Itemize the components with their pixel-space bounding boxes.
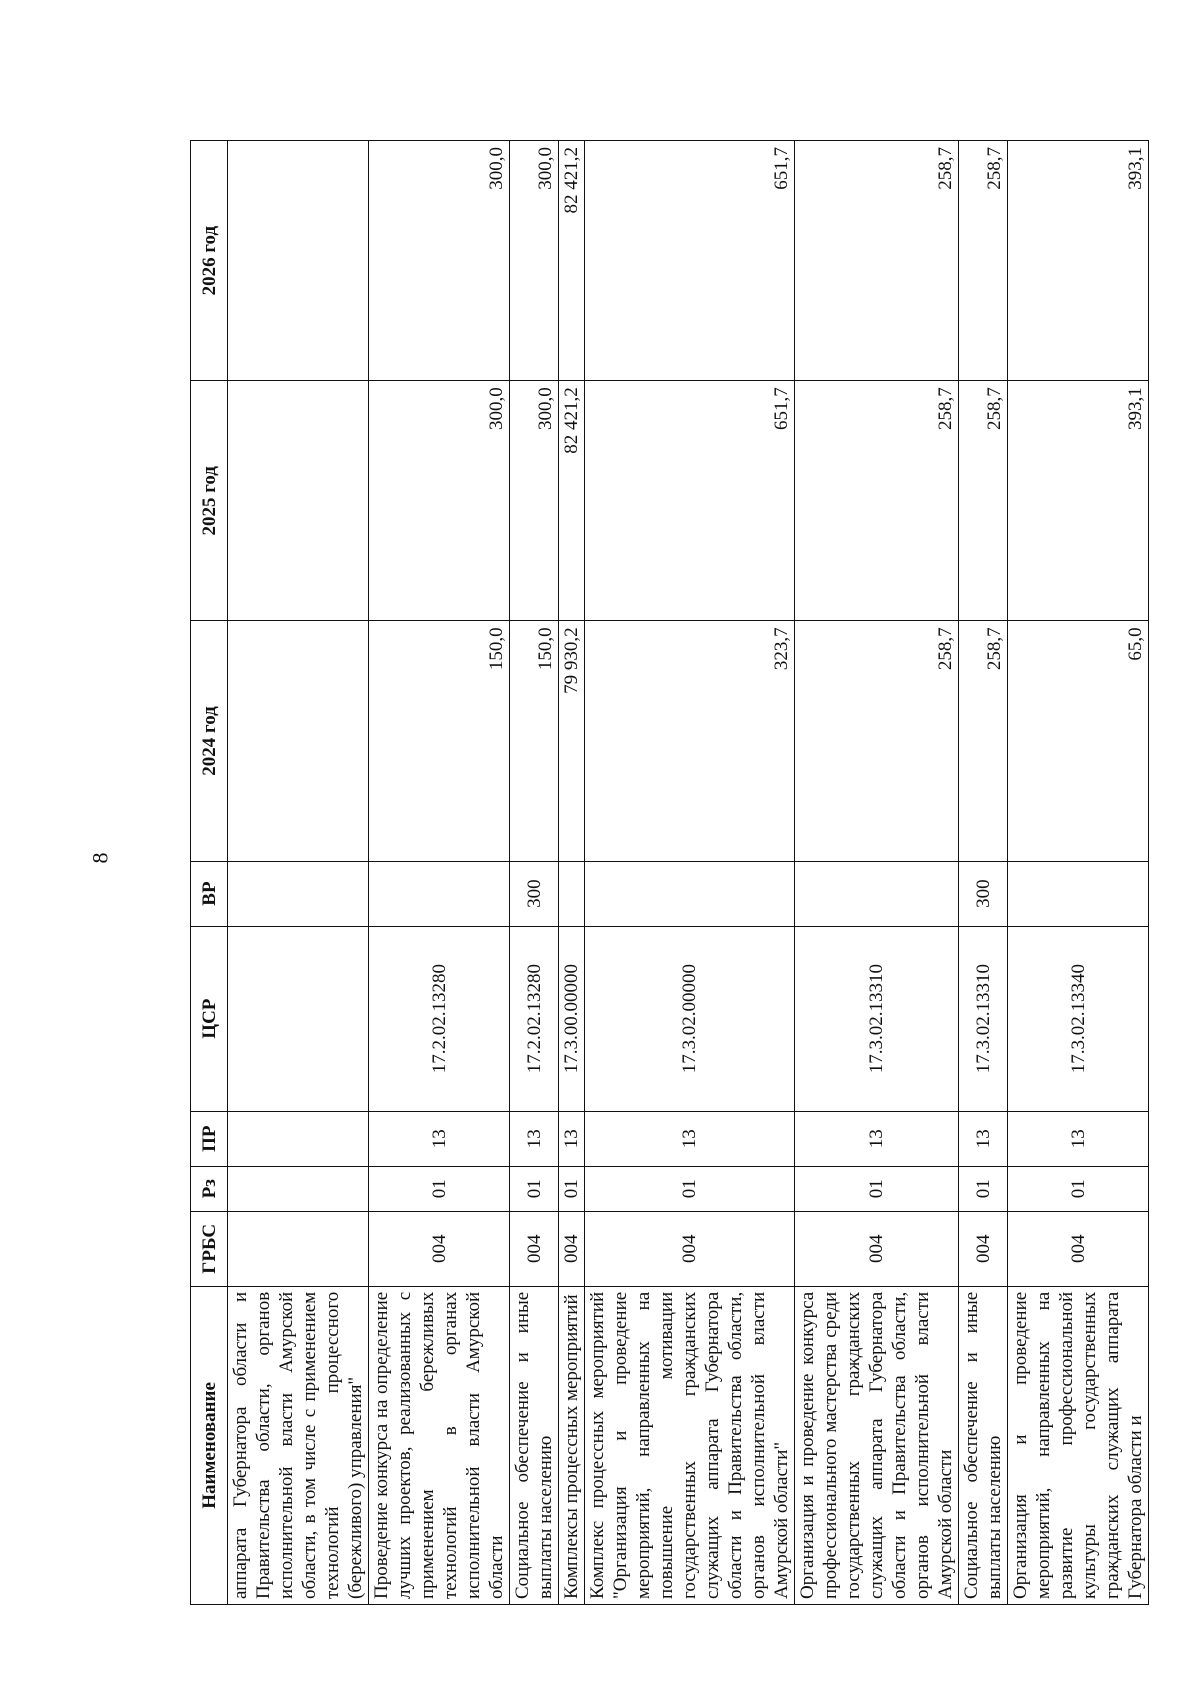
header-2026: 2026 год [191,141,228,381]
row-csr: 17.2.02.13280 [510,926,559,1111]
row-name: Организация и проведение конкурса профессионального мастерства среди государственных гражданских служащих аппарата Губернатора области и Правительства области, органов исполнительной власти Амурской области [795,1286,959,1604]
row-grbs: 004 [510,1211,559,1286]
row-2026 [228,141,369,381]
row-rz: 01 [369,1166,510,1211]
row-csr: 17.2.02.13280 [369,926,510,1111]
header-2024: 2024 год [191,621,228,861]
row-grbs: 004 [959,1211,1008,1286]
row-vr [369,861,510,926]
rotated-table-container [190,140,1146,1605]
header-name: Наименование [191,1286,228,1604]
row-pr: 13 [559,1111,585,1166]
row-2026: 651,7 [585,141,795,381]
row-pr [228,1111,369,1166]
header-grbs: ГРБС [191,1211,228,1286]
row-pr: 13 [510,1111,559,1166]
row-csr: 17.3.02.13340 [1008,926,1149,1111]
row-rz: 01 [510,1166,559,1211]
row-2024 [228,621,369,861]
row-grbs [228,1211,369,1286]
row-2025: 258,7 [959,381,1008,621]
row-vr: 300 [510,861,559,926]
row-rz [228,1166,369,1211]
row-2026: 300,0 [369,141,510,381]
header-rz: Рз [191,1166,228,1211]
row-csr [228,926,369,1111]
row-2025: 300,0 [510,381,559,621]
row-grbs: 004 [559,1211,585,1286]
row-csr: 17.3.02.00000 [585,926,795,1111]
row-rz: 01 [559,1166,585,1211]
row-pr: 13 [795,1111,959,1166]
header-2025: 2025 год [191,381,228,621]
row-csr: 17.3.02.13310 [959,926,1008,1111]
header-vr: ВР [191,861,228,926]
row-2025: 651,7 [585,381,795,621]
row-name: Организация и проведение мероприятий, направленных на развитие профессиональной культуры государственных гражданских служащих аппарата Губернатора области и [1008,1286,1149,1604]
table-row [1008,141,1149,1605]
table-row [369,141,510,1605]
row-name: Проведение конкурса на определение лучших проектов, реализованных с применением бережливых технологий в органах исполнительной власти Амурской области [369,1286,510,1604]
row-rz: 01 [585,1166,795,1211]
table-row [959,141,1008,1605]
row-2024: 79 930,2 [559,621,585,861]
table-row [510,141,559,1605]
row-2025: 393,1 [1008,381,1149,621]
table-row [228,141,369,1605]
row-vr [795,861,959,926]
row-2026: 82 421,2 [559,141,585,381]
row-vr [1008,861,1149,926]
row-grbs: 004 [585,1211,795,1286]
row-2026: 258,7 [795,141,959,381]
row-name: Комплекс процессных мероприятий "Организация и проведение мероприятий, направленных на повышение мотивации государственных гражданских служащих аппарата Губернатора области и Правительства области, органов исполнительной власти Амурской области" [585,1286,795,1604]
row-rz: 01 [795,1166,959,1211]
row-vr [228,861,369,926]
row-vr [585,861,795,926]
row-pr: 13 [1008,1111,1149,1166]
row-csr: 17.3.02.13310 [795,926,959,1111]
row-2024: 65,0 [1008,621,1149,861]
row-2024: 150,0 [510,621,559,861]
row-pr: 13 [585,1111,795,1166]
row-2024: 258,7 [795,621,959,861]
row-vr: 300 [959,861,1008,926]
row-2025: 300,0 [369,381,510,621]
page-number: 8 [87,852,113,864]
row-2025: 258,7 [795,381,959,621]
row-2025: 82 421,2 [559,381,585,621]
row-2024: 150,0 [369,621,510,861]
row-2024: 323,7 [585,621,795,861]
header-pr: ПР [191,1111,228,1166]
row-2026: 393,1 [1008,141,1149,381]
row-2025 [228,381,369,621]
row-name: Социальное обеспечение и иные выплаты населению [510,1286,559,1604]
header-csr: ЦСР [191,926,228,1111]
row-2026: 300,0 [510,141,559,381]
row-2026: 258,7 [959,141,1008,381]
row-name: аппарата Губернатора области и Правительства области, органов исполнительной власти Амурской области, в том числе с применением технологий процессного (бережливого) управления" [228,1286,369,1604]
table-row [795,141,959,1605]
table-row [585,141,795,1605]
row-grbs: 004 [1008,1211,1149,1286]
row-csr: 17.3.00.00000 [559,926,585,1111]
row-grbs: 004 [795,1211,959,1286]
row-name: Социальное обеспечение и иные выплаты населению [959,1286,1008,1604]
row-2024: 258,7 [959,621,1008,861]
row-vr [559,861,585,926]
budget-table [190,140,1149,1605]
table-row [559,141,585,1605]
row-pr: 13 [959,1111,1008,1166]
row-rz: 01 [959,1166,1008,1211]
row-name: Комплексы процессных мероприятий [559,1286,585,1604]
table-header-row [191,141,228,1605]
row-grbs: 004 [369,1211,510,1286]
row-pr: 13 [369,1111,510,1166]
row-rz: 01 [1008,1166,1149,1211]
